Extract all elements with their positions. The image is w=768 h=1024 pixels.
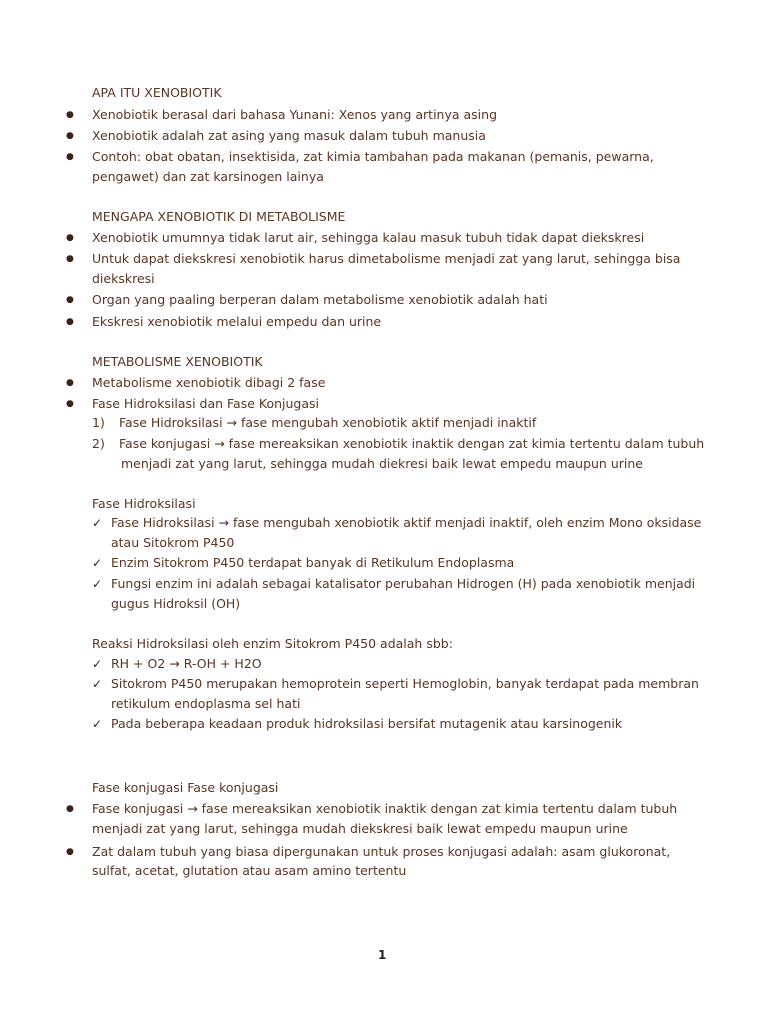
numbered-item: Fase Hidroksilasi → fase mengubah xenobiotik aktif menjadi inaktif — [119, 415, 537, 430]
check-item: Pada beberapa keadaan produk hidroksilasi bersifat mutagenik atau karsinogenik — [111, 716, 623, 731]
check-item-continuation: gugus Hidroksil (OH) — [111, 596, 241, 611]
list-number: 2) — [92, 436, 105, 451]
bullet-icon: ● — [66, 152, 74, 162]
list-item: Metabolisme xenobiotik dibagi 2 fase — [92, 375, 326, 390]
numbered-item-continuation: menjadi zat yang larut, sehingga mudah diekresi baik lewat empedu maupun urine — [121, 456, 643, 471]
bullet-icon: ● — [66, 254, 74, 264]
section-heading: Fase Hidroksilasi — [92, 496, 196, 511]
section-heading: APA ITU XENOBIOTIK — [92, 85, 222, 100]
section-heading: Fase konjugasi Fase konjugasi — [92, 780, 279, 795]
list-item-continuation: diekskresi — [92, 271, 155, 286]
check-item: Fungsi enzim ini adalah sebagai katalisator perubahan Hidrogen (H) pada xenobiotik menjadi — [111, 576, 696, 591]
section-heading: METABOLISME XENOBIOTIK — [92, 354, 263, 369]
list-item: Fase Hidroksilasi dan Fase Konjugasi — [92, 396, 320, 411]
bullet-icon: ● — [66, 847, 74, 857]
list-item: Contoh: obat obatan, insektisida, zat kimia tambahan pada makanan (pemanis, pewarna, — [92, 149, 654, 164]
list-item: Fase konjugasi → fase mereaksikan xenobiotik inaktik dengan zat kimia tertentu dalam tubuh — [92, 801, 678, 816]
check-icon: ✓ — [92, 516, 103, 530]
check-item: Fase Hidroksilasi → fase mengubah xenobiotik aktif menjadi inaktif, oleh enzim Mono oksidase — [111, 515, 702, 530]
check-icon: ✓ — [92, 717, 103, 731]
check-item: Enzim Sitokrom P450 terdapat banyak di Retikulum Endoplasma — [111, 555, 515, 570]
bullet-icon: ● — [66, 378, 74, 388]
list-item: Organ yang paaling berperan dalam metabolisme xenobiotik adalah hati — [92, 292, 548, 307]
list-item: Xenobiotik adalah zat asing yang masuk dalam tubuh manusia — [92, 128, 486, 143]
numbered-item: Fase konjugasi → fase mereaksikan xenobiotik inaktik dengan zat kimia tertentu dalam tubuh — [119, 436, 705, 451]
check-item-continuation: atau Sitokrom P450 — [111, 535, 235, 550]
bullet-icon: ● — [66, 233, 74, 243]
list-item: Untuk dapat diekskresi xenobiotik harus dimetabolisme menjadi zat yang larut, sehingga bisa — [92, 251, 681, 266]
list-item: Zat dalam tubuh yang biasa dipergunakan untuk proses konjugasi adalah: asam glukoronat, — [92, 844, 671, 859]
check-item: Sitokrom P450 merupakan hemoprotein seperti Hemoglobin, banyak terdapat pada membran — [111, 676, 699, 691]
bullet-icon: ● — [66, 131, 74, 141]
check-icon: ✓ — [92, 657, 103, 671]
bullet-icon: ● — [66, 295, 74, 305]
bullet-icon: ● — [66, 399, 74, 409]
list-item: Xenobiotik berasal dari bahasa Yunani: Xenos yang artinya asing — [92, 107, 497, 122]
check-item: RH + O2 → R-OH + H2O — [111, 656, 262, 671]
list-item: Xenobiotik umumnya tidak larut air, sehingga kalau masuk tubuh tidak dapat diekskresi — [92, 230, 645, 245]
section-heading: MENGAPA XENOBIOTIK DI METABOLISME — [92, 209, 346, 224]
check-icon: ✓ — [92, 577, 103, 591]
bullet-icon: ● — [66, 110, 74, 120]
check-item-continuation: retikulum endoplasma sel hati — [111, 696, 301, 711]
bullet-icon: ● — [66, 804, 74, 814]
list-item-continuation: menjadi zat yang larut, sehingga mudah diekskresi baik lewat empedu maupun urine — [92, 821, 628, 836]
list-number: 1) — [92, 415, 105, 430]
check-icon: ✓ — [92, 677, 103, 691]
list-item-continuation: sulfat, acetat, glutation atau asam amino tertentu — [92, 863, 407, 878]
section-heading: Reaksi Hidroksilasi oleh enzim Sitokrom P450 adalah sbb: — [92, 636, 453, 651]
bullet-icon: ● — [66, 317, 74, 327]
page-number: 1 — [378, 948, 387, 962]
check-icon: ✓ — [92, 556, 103, 570]
list-item-continuation: pengawet) dan zat karsinogen lainya — [92, 169, 324, 184]
list-item: Ekskresi xenobiotik melalui empedu dan urine — [92, 314, 382, 329]
